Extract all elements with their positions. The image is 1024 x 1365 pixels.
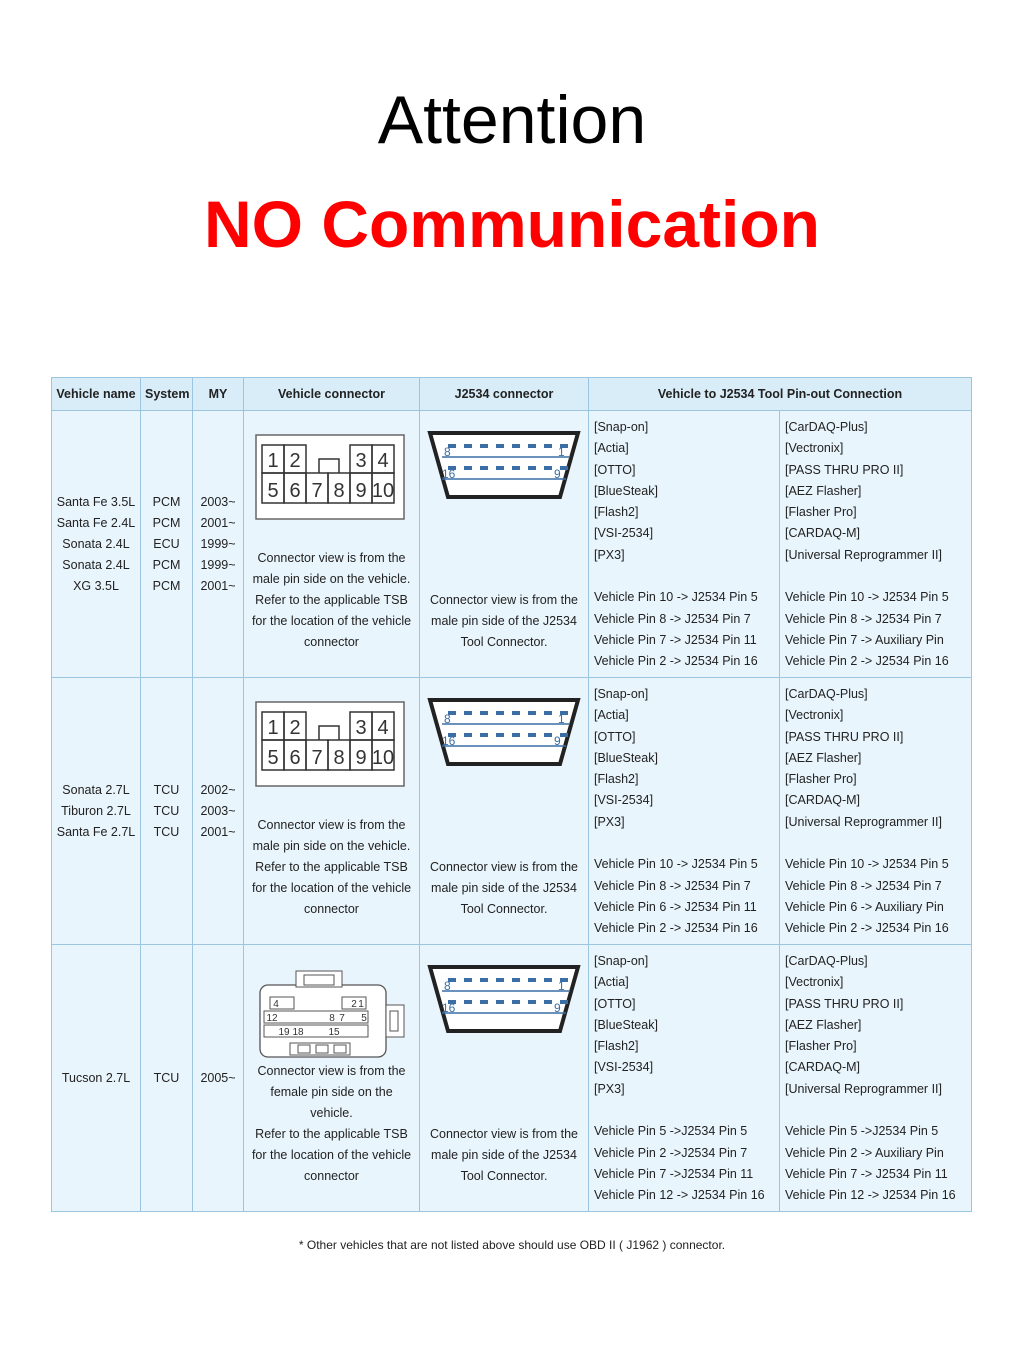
connector-pin-label: 8 [333, 747, 345, 769]
j2534-connector-cell [420, 411, 589, 678]
vehicle-connector-note-line: Connector view is from the [257, 551, 406, 565]
vehicle-connector-cell [244, 411, 420, 678]
tool-name: [CarDAQ-Plus] [785, 420, 868, 434]
footnote: * Other vehicles that are not listed above should use OBD II ( J1962 ) connector. [298, 1238, 726, 1252]
header-system: System [141, 378, 193, 411]
pin-mapping: Vehicle Pin 2 ->J2534 Pin 7 [594, 1145, 748, 1160]
pin-mapping: Vehicle Pin 10 -> J2534 Pin 5 [594, 857, 758, 872]
connector-pin-label: 6 [289, 480, 301, 502]
vehicle-name-cell [52, 678, 141, 945]
pinout-right-cell [780, 678, 972, 945]
tool-name: [Vectronix] [785, 708, 844, 723]
j2534-note-line: male pin side of the J2534 [431, 614, 577, 628]
model-year: 2001~ [200, 824, 236, 839]
connector-pin-label: 18 [292, 1027, 304, 1038]
vehicle-name: Tucson 2.7L [61, 1070, 131, 1085]
j2534-note-line: Connector view is from the [430, 593, 578, 607]
tool-name: [Flasher Pro] [785, 772, 857, 787]
vehicle-connector-note-line: Connector view is from the [257, 1064, 406, 1078]
header-my: MY [193, 378, 244, 411]
connector-pin-label: 10 [371, 480, 395, 502]
system-name: PCM [152, 515, 181, 530]
connector-pin-label: 2 [351, 999, 357, 1010]
pin-mapping: Vehicle Pin 10 -> J2534 Pin 5 [785, 590, 949, 605]
vehicle-connector-note-line: for the location of the vehicle [251, 881, 412, 895]
connector-pin-label: 10 [371, 747, 395, 769]
connector-pin-label: 5 [267, 480, 279, 502]
pin-mapping: Vehicle Pin 8 -> J2534 Pin 7 [594, 878, 751, 893]
vehicle-name: Sonata 2.4L [62, 557, 130, 572]
tool-name: [CARDAQ-M] [785, 526, 860, 541]
tool-name: [BlueSteak] [594, 483, 658, 498]
connector-pin-label: 19 [278, 1027, 290, 1038]
system-cell [141, 678, 193, 945]
j2534-note-line: Tool Connector. [460, 635, 548, 649]
my-cell [193, 945, 244, 1212]
connector-pin-label: 4 [273, 999, 279, 1010]
model-year: 2001~ [200, 515, 236, 530]
j2534-pin-label: 16 [442, 734, 456, 748]
tool-name: [Actia] [594, 441, 629, 456]
pin-mapping: Vehicle Pin 8 -> J2534 Pin 7 [785, 611, 942, 626]
tool-name: [PX3] [594, 547, 625, 562]
pin-mapping: Vehicle Pin 2 -> Auxiliary Pin [785, 1145, 944, 1160]
tool-name: [BlueSteak] [594, 750, 658, 765]
j2534-pin-label: 9 [554, 1001, 561, 1015]
vehicle-connector-cell [244, 678, 420, 945]
pinout-right-cell [780, 411, 972, 678]
j2534-pin-label: 8 [444, 979, 451, 993]
system-name: TCU [153, 824, 180, 839]
connector-pin-label: 9 [355, 747, 367, 769]
vehicle-connector-diagram [254, 967, 410, 1071]
vehicle-connector-note-line: male pin side on the vehicle. [252, 572, 411, 586]
system-name: PCM [152, 494, 181, 509]
pin-mapping: Vehicle Pin 2 -> J2534 Pin 16 [785, 921, 949, 936]
tool-name: [PASS THRU PRO II] [785, 996, 904, 1011]
tool-name: [Vectronix] [785, 441, 844, 456]
system-name: PCM [152, 557, 181, 572]
system-cell [141, 945, 193, 1212]
system-name: ECU [153, 536, 180, 551]
model-year: 1999~ [200, 536, 236, 551]
tool-name: [Universal Reprogrammer II] [785, 1081, 942, 1096]
connector-pin-label: 7 [311, 480, 323, 502]
vehicle-connector-diagram [254, 433, 406, 523]
vehicle-connector-note-line: male pin side on the vehicle. [252, 839, 411, 853]
model-year: 1999~ [200, 557, 236, 572]
vehicle-name: Sonata 2.4L [62, 536, 130, 551]
j2534-connector-cell [420, 678, 589, 945]
vehicle-connector-note-line: female pin side on the [270, 1085, 393, 1099]
vehicle-connector-note-line: connector [304, 902, 359, 916]
j2534-connector-diagram [426, 694, 586, 774]
connector-pin-label: 4 [377, 717, 389, 739]
connector-pin-label: 8 [329, 1013, 335, 1024]
connector-pin-label: 7 [339, 1013, 345, 1024]
pin-mapping: Vehicle Pin 7 -> Auxiliary Pin [785, 632, 944, 647]
j2534-pin-label: 1 [558, 712, 565, 726]
vehicle-connector-note-line: Refer to the applicable TSB [255, 1127, 408, 1141]
vehicle-name-cell [52, 945, 141, 1212]
tool-name: [Snap-on] [594, 420, 649, 434]
connector-pin-label: 1 [358, 999, 364, 1010]
tool-name: [Flash2] [594, 772, 639, 787]
pin-mapping: Vehicle Pin 2 -> J2534 Pin 16 [594, 654, 758, 669]
table-row [52, 411, 972, 678]
tool-name: [Vectronix] [785, 975, 844, 990]
system-name: PCM [152, 578, 181, 593]
vehicle-connector-note-line: connector [304, 635, 359, 649]
pin-mapping: Vehicle Pin 7 -> J2534 Pin 11 [594, 632, 757, 647]
connector-pin-label: 3 [355, 450, 367, 472]
j2534-pin-label: 9 [554, 734, 561, 748]
header-j2534-connector: J2534 connector [420, 378, 589, 411]
tool-name: [Flasher Pro] [785, 1039, 857, 1054]
vehicle-connector-note-line: for the location of the vehicle [251, 1148, 412, 1162]
connector-pin-label: 9 [355, 480, 367, 502]
header-vehicle-connector: Vehicle connector [244, 378, 420, 411]
tool-name: [Actia] [594, 975, 629, 990]
pin-mapping: Vehicle Pin 12 -> J2534 Pin 16 [785, 1188, 956, 1203]
pin-mapping: Vehicle Pin 7 -> J2534 Pin 11 [785, 1166, 948, 1181]
my-cell [193, 411, 244, 678]
j2534-pin-label: 8 [444, 712, 451, 726]
system-name: TCU [153, 1070, 180, 1085]
system-name: TCU [153, 803, 180, 818]
tool-name: [AEZ Flasher] [785, 750, 862, 765]
vehicle-connector-note-line: for the location of the vehicle [251, 614, 412, 628]
pinout-left-cell [589, 411, 780, 678]
tool-name: [Flash2] [594, 1039, 639, 1054]
tool-name: [PASS THRU PRO II] [785, 729, 904, 744]
tool-name: [OTTO] [594, 462, 636, 477]
pin-mapping: Vehicle Pin 5 ->J2534 Pin 5 [785, 1124, 939, 1139]
vehicle-connector-note-line: Refer to the applicable TSB [255, 593, 408, 607]
tool-name: [Universal Reprogrammer II] [785, 547, 942, 562]
pinout-right-cell [780, 945, 972, 1212]
tool-name: [CarDAQ-Plus] [785, 687, 868, 701]
vehicle-name-cell [52, 411, 141, 678]
header-vehicle-name: Vehicle name [52, 378, 141, 411]
pin-mapping: Vehicle Pin 6 -> J2534 Pin 11 [594, 899, 757, 914]
connector-pin-label: 1 [267, 450, 279, 472]
connector-pin-label: 5 [267, 747, 279, 769]
system-cell [141, 411, 193, 678]
connector-pin-label: 7 [311, 747, 323, 769]
j2534-pin-label: 1 [558, 979, 565, 993]
tool-name: [OTTO] [594, 729, 636, 744]
system-name: TCU [153, 782, 180, 797]
j2534-connector-cell [420, 945, 589, 1212]
vehicle-connector-note-line: connector [304, 1169, 359, 1183]
pinout-left-cell [589, 945, 780, 1212]
tool-name: [Flash2] [594, 505, 639, 520]
vehicle-name: Santa Fe 2.4L [56, 515, 136, 530]
connector-pin-label: 12 [266, 1013, 278, 1024]
tool-name: [VSI-2534] [594, 526, 654, 541]
j2534-pin-label: 9 [554, 467, 561, 481]
tool-name: [Actia] [594, 708, 629, 723]
pinout-left-cell [589, 678, 780, 945]
table-header-row [52, 378, 972, 411]
tool-name: [CARDAQ-M] [785, 793, 860, 808]
tool-name: [PASS THRU PRO II] [785, 462, 904, 477]
vehicle-name: XG 3.5L [73, 578, 119, 593]
model-year: 2003~ [200, 803, 236, 818]
j2534-note-line: male pin side of the J2534 [431, 1148, 577, 1162]
j2534-pin-label: 1 [558, 445, 565, 459]
tool-name: [PX3] [594, 814, 625, 829]
header-pinout-connection: Vehicle to J2534 Tool Pin-out Connection [589, 378, 972, 411]
connector-pin-label: 15 [328, 1027, 340, 1038]
tool-name: [PX3] [594, 1081, 625, 1096]
tool-name: [Universal Reprogrammer II] [785, 814, 942, 829]
j2534-note-line: Connector view is from the [430, 860, 578, 874]
pinout-table [51, 377, 972, 1212]
connector-pin-label: 2 [289, 717, 301, 739]
page-title: Attention [377, 82, 647, 158]
tool-name: [VSI-2534] [594, 1060, 654, 1075]
tool-name: [VSI-2534] [594, 793, 654, 808]
connector-pin-label: 2 [289, 450, 301, 472]
tool-name: [OTTO] [594, 996, 636, 1011]
vehicle-connector-note-line: vehicle. [310, 1106, 353, 1120]
table-row [52, 678, 972, 945]
connector-pin-label: 6 [289, 747, 301, 769]
table-row [52, 945, 972, 1212]
j2534-note-line: Tool Connector. [460, 902, 548, 916]
model-year: 2002~ [200, 782, 236, 797]
vehicle-name: Tiburon 2.7L [61, 803, 131, 818]
j2534-note-line: male pin side of the J2534 [431, 881, 577, 895]
pin-mapping: Vehicle Pin 12 -> J2534 Pin 16 [594, 1188, 765, 1203]
tool-name: [Snap-on] [594, 687, 649, 701]
vehicle-name: Santa Fe 2.7L [56, 824, 136, 839]
connector-pin-label: 8 [333, 480, 345, 502]
vehicle-name: Sonata 2.7L [62, 782, 130, 797]
pin-mapping: Vehicle Pin 8 -> J2534 Pin 7 [785, 878, 942, 893]
vehicle-connector-note-line: Refer to the applicable TSB [255, 860, 408, 874]
tool-name: [Snap-on] [594, 954, 649, 968]
connector-pin-label: 4 [377, 450, 389, 472]
j2534-connector-diagram [426, 961, 586, 1041]
j2534-connector-diagram [426, 427, 586, 507]
pin-mapping: Vehicle Pin 10 -> J2534 Pin 5 [594, 590, 758, 605]
model-year: 2005~ [200, 1070, 236, 1085]
j2534-pin-label: 8 [444, 445, 451, 459]
connector-pin-label: 5 [361, 1013, 367, 1024]
model-year: 2001~ [200, 578, 236, 593]
j2534-note-line: Connector view is from the [430, 1127, 578, 1141]
model-year: 2003~ [200, 494, 236, 509]
tool-name: [CarDAQ-Plus] [785, 954, 868, 968]
vehicle-connector-note-line: Connector view is from the [257, 818, 406, 832]
pin-mapping: Vehicle Pin 7 ->J2534 Pin 11 [594, 1166, 754, 1181]
connector-pin-label: 1 [267, 717, 279, 739]
page-subtitle: NO Communication [203, 187, 820, 261]
vehicle-name: Santa Fe 3.5L [56, 494, 136, 509]
tool-name: [AEZ Flasher] [785, 483, 862, 498]
pin-mapping: Vehicle Pin 8 -> J2534 Pin 7 [594, 611, 751, 626]
j2534-pin-label: 16 [442, 467, 456, 481]
tool-name: [CARDAQ-M] [785, 1060, 860, 1075]
pin-mapping: Vehicle Pin 2 -> J2534 Pin 16 [785, 654, 949, 669]
vehicle-connector-cell [244, 945, 420, 1212]
pin-mapping: Vehicle Pin 6 -> Auxiliary Pin [785, 899, 944, 914]
j2534-note-line: Tool Connector. [460, 1169, 548, 1183]
tool-name: [Flasher Pro] [785, 505, 857, 520]
tool-name: [BlueSteak] [594, 1017, 658, 1032]
j2534-pin-label: 16 [442, 1001, 456, 1015]
vehicle-connector-diagram [254, 700, 406, 790]
pin-mapping: Vehicle Pin 2 -> J2534 Pin 16 [594, 921, 758, 936]
pin-mapping: Vehicle Pin 10 -> J2534 Pin 5 [785, 857, 949, 872]
my-cell [193, 678, 244, 945]
connector-pin-label: 3 [355, 717, 367, 739]
pin-mapping: Vehicle Pin 5 ->J2534 Pin 5 [594, 1124, 748, 1139]
tool-name: [AEZ Flasher] [785, 1017, 862, 1032]
